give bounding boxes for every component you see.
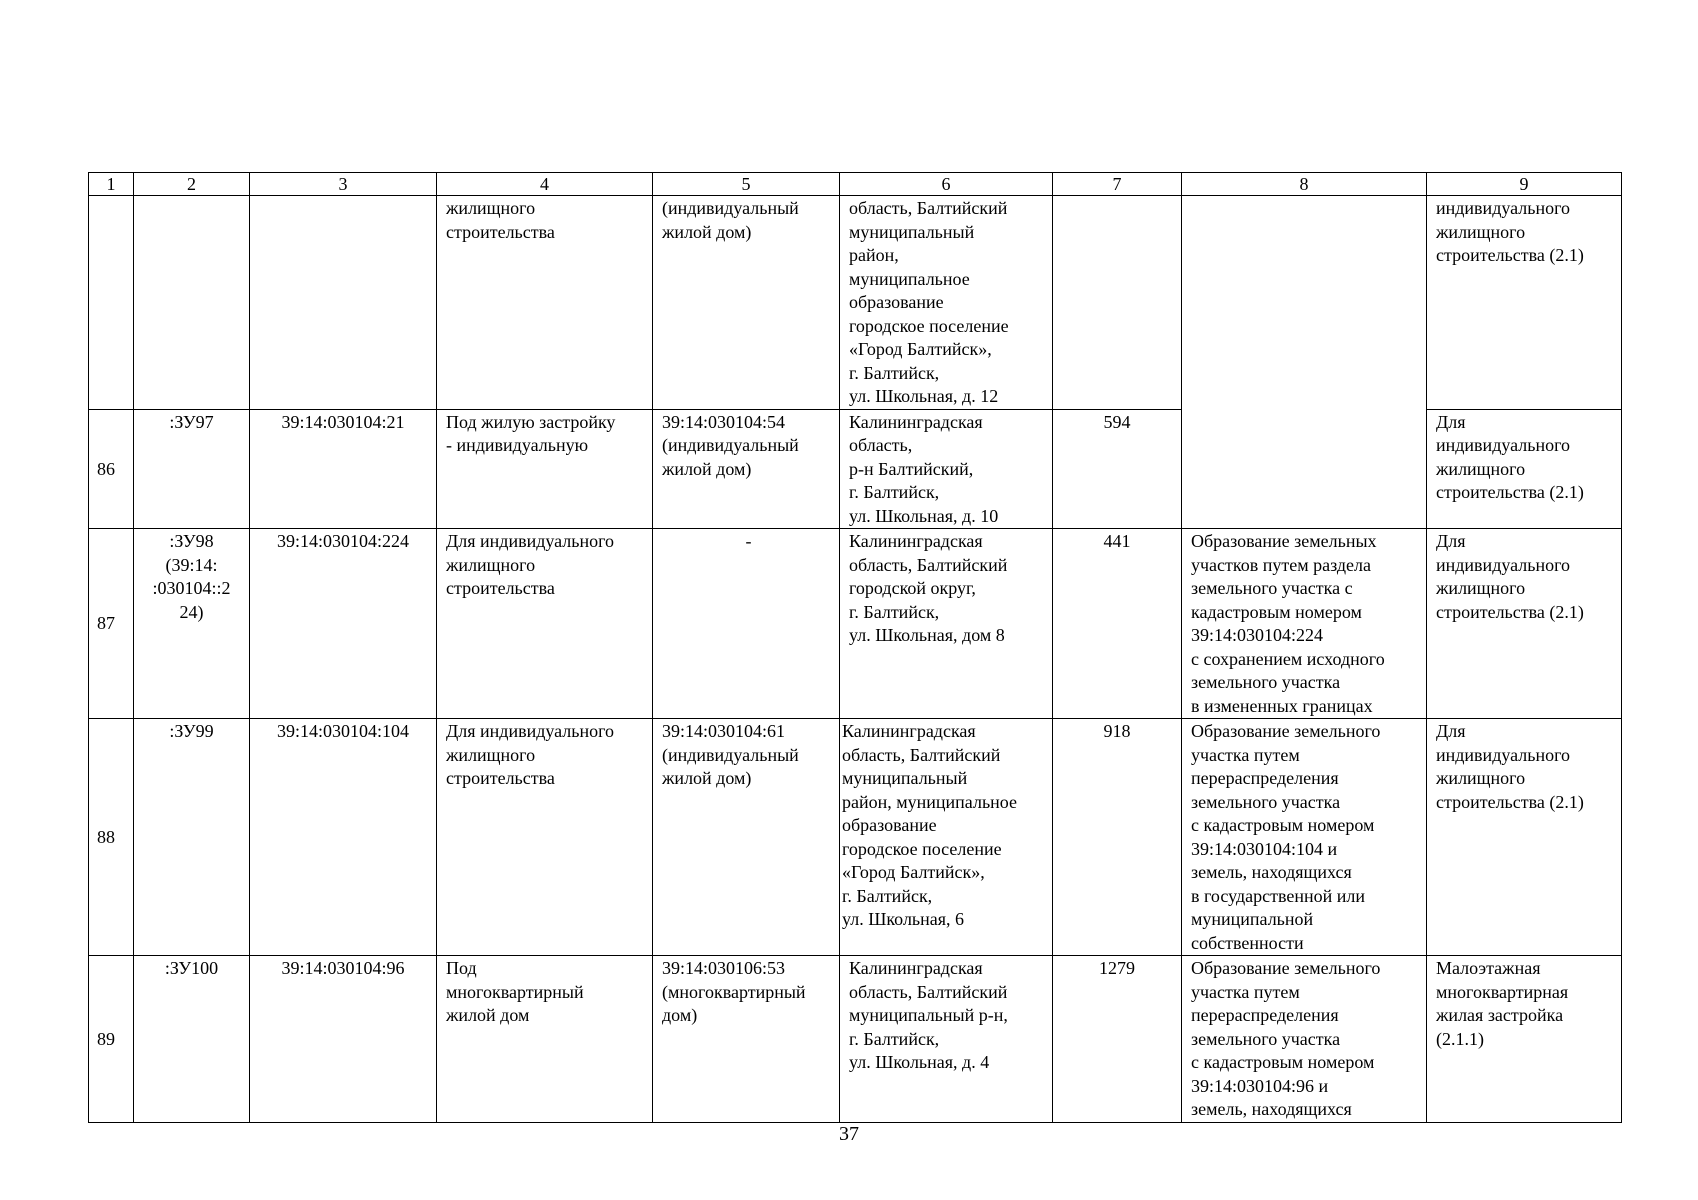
address-cell: Калининградская область, Балтийский муниципальный район, муниципальное образование городское поселение «Город Балтийск», г. Балтийск, ул. Школьная, 6: [840, 719, 1053, 956]
table-row: [89, 956, 1622, 1123]
address-cell: Калининградская область, Балтийский городской округ, г. Балтийск, ул. Школьная, дом 8: [840, 529, 1053, 719]
use-cell: Под многоквартирный жилой дом: [437, 956, 653, 1123]
area-cell: 594: [1053, 409, 1182, 529]
row-number-cell: 86: [89, 409, 134, 529]
address-cell: область, Балтийский муниципальный район, муниципальное образование городское поселение «Город Балтийск», г. Балтийск, ул. Школьная, д. 12: [840, 196, 1053, 410]
row-number-cell: 88: [89, 719, 134, 956]
header-cell: 7: [1053, 173, 1182, 196]
area-cell: 1279: [1053, 956, 1182, 1123]
table-row-continuation: [89, 196, 1622, 410]
permitted-use-cell: индивидуального жилищного строительства (2.1): [1427, 196, 1622, 410]
header-cell: 3: [250, 173, 437, 196]
table-row: [89, 529, 1622, 719]
page-number: 37: [839, 1123, 859, 1145]
area-cell: [1053, 196, 1182, 410]
use-cell: жилищного строительства: [437, 196, 653, 410]
method-cell: Образование земельных участков путем раздела земельного участка с кадастровым номером 39:14:030104:224 с сохранением исходного земельного участка в измененных границах: [1182, 529, 1427, 719]
cadastral-cell: 39:14:030104:96: [250, 956, 437, 1123]
cadastral-cell: 39:14:030104:224: [250, 529, 437, 719]
header-cell: 9: [1427, 173, 1622, 196]
use-cell: Для индивидуального жилищного строительства: [437, 719, 653, 956]
address-cell: Калининградская область, р-н Балтийский, г. Балтийск, ул. Школьная, д. 10: [840, 409, 1053, 529]
cadastral-cell: 39:14:030104:21: [250, 409, 437, 529]
zu-cell: :ЗУ99: [134, 719, 250, 956]
land-plots-table: [88, 172, 1622, 1123]
header-cell: 8: [1182, 173, 1427, 196]
permitted-use-cell: Для индивидуального жилищного строительства (2.1): [1427, 719, 1622, 956]
object-cell: -: [653, 529, 840, 719]
method-cell: Образование земельного участка путем перераспределения земельного участка с кадастровым номером 39:14:030104:104 и земель, находящихся в государственной или муниципальной собственности: [1182, 719, 1427, 956]
object-cell: 39:14:030104:54 (индивидуальный жилой дом): [653, 409, 840, 529]
area-cell: 918: [1053, 719, 1182, 956]
zu-cell: :ЗУ100: [134, 956, 250, 1123]
table-row: [89, 719, 1622, 956]
header-cell: 4: [437, 173, 653, 196]
row-number-cell: 89: [89, 956, 134, 1123]
method-cell: [1182, 196, 1427, 529]
address-cell: Калининградская область, Балтийский муниципальный р-н, г. Балтийск, ул. Школьная, д. 4: [840, 956, 1053, 1123]
use-cell: Под жилую застройку - индивидуальную: [437, 409, 653, 529]
header-cell: 5: [653, 173, 840, 196]
zu-cell: [134, 196, 250, 410]
row-number-cell: [89, 196, 134, 410]
object-cell: (индивидуальный жилой дом): [653, 196, 840, 410]
permitted-use-cell: Для индивидуального жилищного строительства (2.1): [1427, 529, 1622, 719]
header-cell: 6: [840, 173, 1053, 196]
area-cell: 441: [1053, 529, 1182, 719]
row-number-cell: 87: [89, 529, 134, 719]
header-cell: 2: [134, 173, 250, 196]
zu-cell: :ЗУ97: [134, 409, 250, 529]
object-cell: 39:14:030106:53 (многоквартирный дом): [653, 956, 840, 1123]
permitted-use-cell: Малоэтажная многоквартирная жилая застройка (2.1.1): [1427, 956, 1622, 1123]
zu-cell: :ЗУ98 (39:14: :030104::2 24): [134, 529, 250, 719]
use-cell: Для индивидуального жилищного строительства: [437, 529, 653, 719]
object-cell: 39:14:030104:61 (индивидуальный жилой дом): [653, 719, 840, 956]
method-cell: Образование земельного участка путем перераспределения земельного участка с кадастровым номером 39:14:030104:96 и земель, находящихся: [1182, 956, 1427, 1123]
table-header-row: [89, 173, 1622, 196]
header-cell: 1: [89, 173, 134, 196]
cadastral-cell: 39:14:030104:104: [250, 719, 437, 956]
cadastral-cell: [250, 196, 437, 410]
permitted-use-cell: Для индивидуального жилищного строительства (2.1): [1427, 409, 1622, 529]
